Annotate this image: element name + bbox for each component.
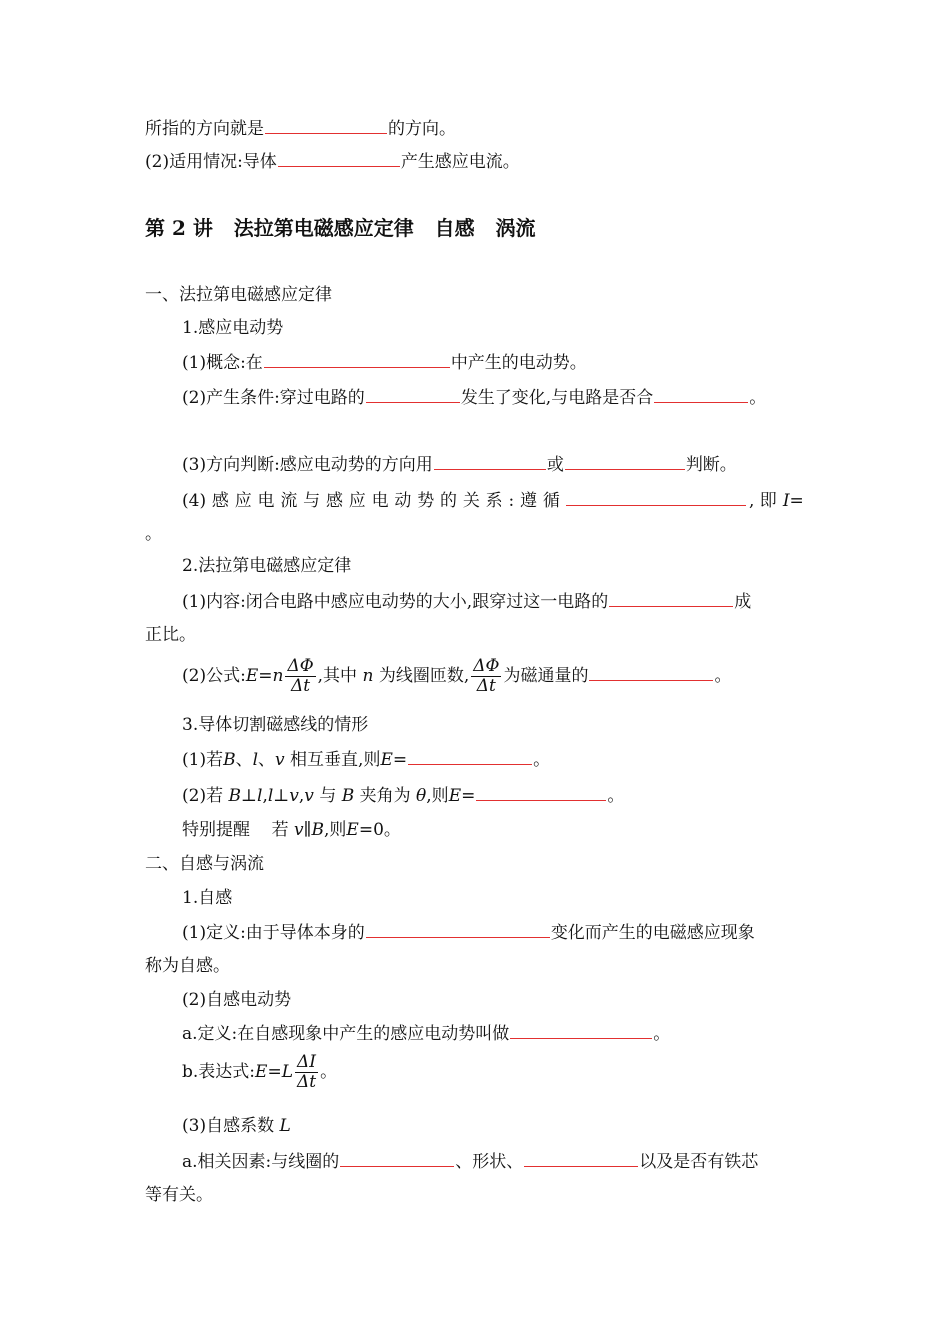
text: 若 — [271, 820, 289, 840]
subsection-title: 1.感应电动势 — [182, 318, 284, 338]
text: = — [267, 1062, 282, 1082]
var-B: B — [228, 786, 241, 806]
subsection-title: 1.自感 — [182, 888, 233, 908]
var-E: E — [245, 666, 259, 686]
fill-blank[interactable] — [565, 453, 685, 470]
inductance-heading — [182, 1115, 810, 1137]
text: , — [262, 786, 268, 806]
fill-blank[interactable] — [264, 351, 450, 368]
text: 。 — [533, 750, 551, 770]
fill-blank[interactable] — [265, 117, 387, 134]
math-var — [783, 490, 804, 512]
formula-line — [182, 656, 810, 696]
var-B: B — [223, 750, 236, 770]
self-emf-expression — [182, 1052, 810, 1092]
text: 以及是否有铁芯 — [639, 1152, 759, 1172]
var-E: E — [448, 786, 462, 806]
section-heading-2: 二、自感与涡流 — [145, 854, 264, 874]
text: 变化而产生的电磁感应现象 — [550, 923, 755, 943]
fraction-numerator: ΔI — [295, 1053, 318, 1073]
relation-char: (4) — [182, 491, 207, 511]
text: (1)定义:由于导体本身的 — [182, 923, 365, 943]
relation-char: 与 — [303, 491, 321, 511]
text: = — [789, 491, 804, 511]
fill-blank[interactable] — [408, 748, 532, 765]
self-emf-heading: (2)自感电动势 — [182, 990, 292, 1010]
fill-blank[interactable] — [566, 489, 746, 506]
relation-char: 动 — [394, 491, 412, 511]
inductance-factors-cont: 等有关。 — [145, 1185, 213, 1205]
text: , 即 — [749, 491, 777, 511]
relation-char: 感 — [211, 491, 229, 511]
text: 判断。 — [685, 455, 737, 475]
relation-char: 感 — [325, 491, 343, 511]
var-L: L — [281, 1062, 293, 1082]
fill-blank[interactable] — [278, 150, 400, 167]
fill-blank[interactable] — [366, 386, 460, 403]
text: 。 — [653, 1024, 671, 1044]
law-content-line — [182, 590, 810, 613]
inductance-factors — [182, 1150, 810, 1173]
note-label: 特别提醒 — [182, 820, 250, 840]
text: 所指的方向就是 — [145, 119, 264, 139]
relation-char: 遵 — [520, 491, 538, 511]
relation-char: 流 — [280, 491, 298, 511]
text: 、 — [258, 750, 276, 770]
text: 。 — [749, 388, 767, 408]
text: 为线圈匝数, — [378, 666, 470, 686]
text: 。 — [320, 1062, 338, 1082]
text: 发生了变化,与电路是否合 — [460, 388, 654, 408]
relation-line — [182, 489, 810, 512]
text: 与 — [319, 786, 337, 806]
text: ,则 — [426, 786, 449, 806]
var-I: I — [782, 491, 790, 511]
law-content-cont: 正比。 — [145, 625, 196, 645]
text: 为磁通量的 — [503, 666, 589, 686]
var-v: v — [275, 750, 285, 770]
fraction — [295, 1053, 318, 1092]
subsection-title: 3.导体切割磁感线的情形 — [182, 715, 369, 735]
text: ⊥ — [241, 786, 257, 806]
text: 产生感应电流。 — [400, 152, 520, 172]
text: 夹角为 — [359, 786, 411, 806]
text: ⊥ — [273, 786, 290, 806]
text: =0。 — [358, 820, 401, 840]
cutting-case-1 — [182, 748, 810, 771]
fill-blank[interactable] — [524, 1150, 638, 1167]
var-v: v — [289, 786, 299, 806]
relation-char: 应 — [348, 491, 366, 511]
var-n: n — [272, 666, 284, 686]
text: (3)自感系数 — [182, 1116, 275, 1136]
text: , — [298, 786, 305, 806]
fill-blank[interactable] — [366, 921, 550, 938]
direction-line — [182, 453, 810, 476]
text: = — [258, 666, 273, 686]
relation-char: 电 — [371, 491, 389, 511]
fill-blank[interactable] — [654, 386, 748, 403]
text: 或 — [546, 455, 564, 475]
text: (1)概念:在 — [182, 353, 263, 373]
lecture-title: 第 2 讲 法拉第电磁感应定律 自感 涡流 — [145, 216, 536, 240]
text: 成 — [734, 592, 752, 612]
text: 、 — [235, 750, 253, 770]
fill-blank[interactable] — [340, 1150, 454, 1167]
var-l: l — [267, 786, 274, 806]
text: (2)产生条件:穿过电路的 — [182, 388, 365, 408]
var-v: v — [304, 786, 314, 806]
var-E: E — [346, 820, 359, 840]
concept-line — [182, 351, 810, 374]
fraction-numerator: ΔΦ — [473, 656, 500, 676]
text: 的方向。 — [388, 119, 456, 139]
text: (1)内容:闭合电路中感应电动势的大小,跟穿过这一电路的 — [182, 592, 609, 612]
subsection-title: 2.法拉第电磁感应定律 — [182, 556, 352, 576]
relation-char: 循 — [542, 491, 560, 511]
var-E: E — [380, 750, 393, 770]
text: 相互垂直,则 — [290, 750, 381, 770]
fraction-denominator: Δt — [476, 676, 496, 696]
var-l: l — [252, 750, 259, 770]
text: ∥ — [303, 820, 312, 840]
fill-blank[interactable] — [510, 1022, 652, 1039]
text: (3)方向判断:感应电动势的方向用 — [182, 455, 433, 475]
text: (2)若 — [182, 786, 224, 806]
text: a.定义:在自感现象中产生的感应电动势叫做 — [182, 1024, 510, 1044]
fraction — [285, 657, 315, 696]
relation-char: : — [508, 491, 515, 511]
text: 、形状、 — [455, 1152, 524, 1172]
relation-char: 系 — [485, 491, 503, 511]
fraction-numerator: ΔΦ — [287, 656, 314, 676]
relation-char: 势 — [417, 491, 435, 511]
text: ,其中 — [317, 666, 358, 686]
self-induction-def — [182, 921, 810, 944]
fraction-denominator: Δt — [290, 676, 311, 696]
var-l: l — [257, 786, 263, 806]
var-E: E — [255, 1062, 268, 1082]
var-L: L — [279, 1116, 291, 1136]
text: 。 — [714, 666, 732, 686]
self-emf-def — [182, 1022, 810, 1045]
var-v: v — [294, 820, 304, 840]
text: b.表达式: — [182, 1062, 256, 1082]
text: a.相关因素:与线圈的 — [182, 1152, 340, 1172]
var-theta: θ — [416, 786, 427, 806]
self-induction-def-cont: 称为自感。 — [145, 956, 230, 976]
fill-blank[interactable] — [609, 590, 733, 607]
text: (2)公式: — [182, 666, 246, 686]
text: 。 — [607, 786, 625, 806]
cutting-case-2 — [182, 784, 810, 807]
text: ,则 — [324, 820, 347, 840]
text: 中产生的电动势。 — [450, 353, 587, 373]
intro-line-2 — [145, 150, 810, 173]
special-note — [182, 819, 810, 841]
relation-text — [182, 490, 560, 512]
fill-blank[interactable] — [589, 664, 713, 681]
relation-cont: 。 — [145, 524, 162, 544]
condition-line — [182, 386, 810, 409]
text: = — [461, 786, 476, 806]
text: = — [392, 750, 408, 770]
relation-char: 电 — [257, 491, 275, 511]
fill-blank[interactable] — [434, 453, 546, 470]
relation-char: 关 — [462, 491, 480, 511]
relation-char: 应 — [234, 491, 252, 511]
var-B: B — [311, 820, 324, 840]
fill-blank[interactable] — [476, 784, 606, 801]
var-n: n — [362, 666, 374, 686]
fraction-denominator: Δt — [296, 1072, 317, 1092]
section-heading-1: 一、法拉第电磁感应定律 — [145, 285, 332, 305]
text: (1)若 — [182, 750, 224, 770]
fraction — [471, 657, 501, 696]
intro-line-1 — [145, 117, 810, 140]
text: (2)适用情况:导体 — [145, 152, 277, 172]
var-B: B — [341, 786, 355, 806]
relation-char: 的 — [440, 491, 458, 511]
